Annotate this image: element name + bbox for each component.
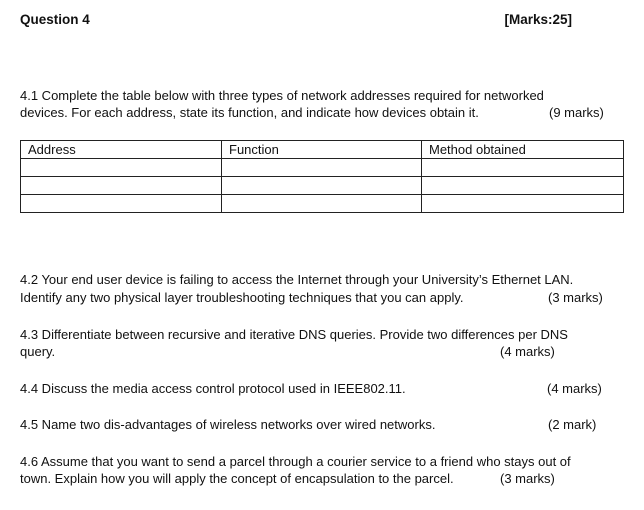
total-marks: [Marks:25] [504, 12, 572, 27]
question-4-6-line2: town. Explain how you will apply the concept of encapsulation to the parcel. [20, 471, 454, 486]
table-row [21, 195, 624, 213]
address-table [20, 140, 624, 213]
question-4-4-line1: 4.4 Discuss the media access control protocol used in IEEE802.11. [20, 381, 406, 396]
table-row [21, 177, 624, 195]
question-4-1-marks: (9 marks) [549, 105, 604, 120]
question-4-6-marks: (3 marks) [500, 471, 555, 486]
question-4-1-line2: devices. For each address, state its function, and indicate how devices obtain it. [20, 105, 479, 120]
table-row [21, 159, 624, 177]
question-4-2-line1: 4.2 Your end user device is failing to access the Internet through your University’s Ethernet LAN. [20, 272, 574, 287]
question-4-3-marks: (4 marks) [500, 344, 555, 359]
question-4-3-line2: query. [20, 344, 56, 359]
question-4-5-line1: 4.5 Name two dis-advantages of wireless networks over wired networks. [20, 417, 436, 432]
question-4-3-line1: 4.3 Differentiate between recursive and iterative DNS queries. Provide two differences per DNS [20, 327, 568, 342]
table-cell[interactable] [21, 159, 222, 177]
table-cell[interactable] [422, 195, 624, 213]
question-title: Question 4 [20, 12, 90, 27]
question-4-2-marks: (3 marks) [548, 290, 603, 305]
question-4-2-line2: Identify any two physical layer troubleshooting techniques that you can apply. [20, 290, 464, 305]
table-header-function: Function [222, 141, 422, 159]
table-cell[interactable] [422, 177, 624, 195]
table-header-row [21, 141, 624, 159]
table-header-method: Method obtained [422, 141, 624, 159]
table-cell[interactable] [21, 177, 222, 195]
table-cell[interactable] [222, 177, 422, 195]
table-cell[interactable] [21, 195, 222, 213]
table-cell[interactable] [222, 159, 422, 177]
table-cell[interactable] [422, 159, 624, 177]
question-4-6-line1: 4.6 Assume that you want to send a parcel through a courier service to a friend who stays out of [20, 454, 571, 469]
question-4-1-line1: 4.1 Complete the table below with three types of network addresses required for networked [20, 88, 544, 103]
table-cell[interactable] [222, 195, 422, 213]
question-4-4-marks: (4 marks) [547, 381, 602, 396]
question-4-5-marks: (2 mark) [548, 417, 597, 432]
table-header-address: Address [21, 141, 222, 159]
